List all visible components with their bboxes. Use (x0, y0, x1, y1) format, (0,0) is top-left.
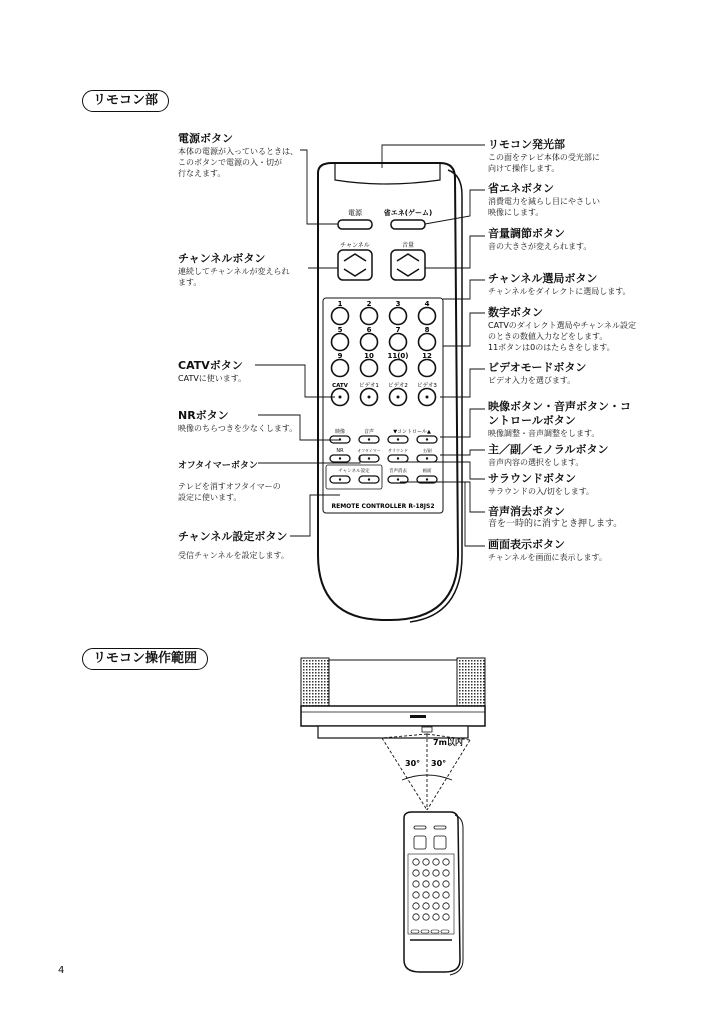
annotation-heading: チャンネルボタン (178, 252, 266, 265)
annotation-heading: 映像ボタン・音声ボタン・コ ントロールボタン (488, 400, 631, 427)
small-remote-button (423, 881, 429, 887)
small-remote-button (443, 870, 449, 876)
tv-set (301, 658, 485, 738)
annotation-desc: テレビを消すオフタイマーの 設定に使います。 (178, 482, 281, 502)
annotation-heading: リモコン発光部 (488, 138, 565, 151)
annotation-heading: 省エネボタン (488, 182, 554, 195)
small-remote-button (413, 914, 419, 920)
range-angle-right: 30° (431, 759, 447, 768)
digit-label: 1 (337, 300, 343, 308)
digit-label: 6 (366, 326, 372, 334)
volume-label: 音量 (401, 242, 415, 249)
small-remote-pill (421, 930, 429, 933)
small-remote-button (413, 859, 419, 865)
annotation-desc: CATVに使います。 (178, 374, 247, 383)
small-remote-button (443, 859, 449, 865)
annotation-desc: 本体の電源が入っているときは、 このボタンで電源の入・切が 行なえます。 (178, 147, 298, 178)
small-remote-button (423, 903, 429, 909)
annotation-desc: チャンネルをダイレクトに選局します。 (488, 287, 631, 296)
annotation-heading: 数字ボタン (488, 306, 543, 319)
digit-label: 10 (364, 352, 374, 360)
small-remote-button (423, 914, 429, 920)
annotation-heading: CATVボタン (178, 359, 243, 372)
small-remote-button (413, 892, 419, 898)
digit-label: 12 (422, 352, 432, 360)
digit-label: 2 (366, 300, 372, 308)
annotation-desc: 消費電力を減らし目にやさしい 映像にします。 (488, 197, 600, 217)
picture-label: 映像 (334, 429, 346, 435)
annotation-heading: チャンネル選局ボタン (488, 272, 598, 285)
digit-label: 7 (395, 326, 401, 334)
small-remote-pill (431, 930, 439, 933)
annotation-heading: 音量調節ボタン (488, 227, 565, 240)
range-angle-left: 30° (405, 759, 421, 768)
small-remote-button (433, 881, 439, 887)
annotation-desc: 音の大きさが変えられます。 (488, 242, 592, 251)
digit-label: 3 (395, 300, 401, 308)
power-label: 電源 (348, 209, 362, 217)
page-number: 4 (58, 965, 65, 976)
annotation-heading: 電源ボタン (178, 132, 233, 145)
section-title-range: リモコン操作範囲 (82, 648, 208, 670)
video-label: ビデオ1 (359, 383, 379, 389)
video-label: ビデオ2 (388, 383, 408, 389)
small-remote-button (423, 859, 429, 865)
nr-label: NR (336, 448, 344, 454)
small-remote (404, 812, 463, 975)
annotation-desc: 映像調整・音声調整をします。 (488, 429, 600, 438)
video-label: CATV (332, 383, 348, 389)
small-remote-button (433, 870, 439, 876)
video-label: ビデオ3 (417, 383, 437, 389)
digit-label: 11(0) (387, 352, 409, 360)
annotation-desc: 音声内容の選択をします。 (488, 458, 584, 467)
small-remote-button (413, 903, 419, 909)
main-sub-label: 主/副 (422, 448, 432, 453)
small-remote-button (433, 903, 439, 909)
channel-set-label: チャンネル設定 (338, 469, 370, 474)
digit-label: 8 (424, 326, 430, 334)
annotation-heading: オフタイマーボタン (178, 461, 258, 471)
small-remote-pill (441, 930, 449, 933)
sound-label: 音声 (363, 429, 375, 435)
digit-label: 4 (424, 300, 430, 308)
annotation-desc: CATVのダイレクト選局やチャンネル設定 のときの数値入力などをします。 11ボタンは0のはたらきをします。 (488, 321, 636, 352)
small-remote-button (413, 870, 419, 876)
annotation-desc: チャンネルを画面に表示します。 (488, 553, 607, 562)
small-remote-button (423, 892, 429, 898)
annotation-desc: 受信チャンネルを設定します。 (178, 551, 289, 560)
section-title-remote: リモコン部 (82, 90, 169, 112)
model-label: REMOTE CONTROLLER R-18JS2 (331, 503, 435, 510)
small-remote-button (443, 892, 449, 898)
small-remote-button (413, 881, 419, 887)
digit-label: 9 (337, 352, 343, 360)
mute-label: 音声消去 (389, 469, 407, 474)
annotation-heading: 主／副／モノラルボタン (488, 443, 609, 456)
annotation-heading: 画面表示ボタン (488, 538, 565, 551)
small-remote-button (423, 870, 429, 876)
small-remote-button (443, 903, 449, 909)
annotation-heading: チャンネル設定ボタン (178, 530, 288, 543)
small-remote-button (433, 859, 439, 865)
annotation-desc: ビデオ入力を選びます。 (488, 376, 576, 385)
digit-label: 5 (337, 326, 343, 334)
small-remote-button (443, 914, 449, 920)
surround-label: サラウンド (388, 448, 408, 453)
eco-label: 省エネ(ゲーム) (383, 209, 433, 217)
range-distance: 7m以内 (433, 738, 463, 747)
annotation-desc: この面をテレビ本体の受光部に 向けて操作します。 (488, 153, 600, 173)
off-timer-label: オフタイマー (357, 448, 381, 453)
small-remote-button (433, 914, 439, 920)
control-label: ▼コントロール▲ (393, 429, 431, 435)
small-remote-pill (411, 930, 419, 933)
annotation-desc: 映像のちらつきを少なくします。 (178, 424, 298, 433)
annotation-heading: 音声消去ボタン (488, 505, 565, 518)
display-label: 画面 (422, 469, 432, 474)
annotation-desc: 音を一時的に消すとき押します。 (488, 519, 623, 529)
annotation-desc: 連続してチャンネルが変えられ ます。 (178, 267, 290, 287)
annotation-heading: NRボタン (178, 409, 229, 422)
channel-label: チャンネル (340, 242, 370, 249)
small-remote-button (433, 892, 439, 898)
annotation-heading: サラウンドボタン (488, 472, 576, 485)
small-remote-button (443, 881, 449, 887)
annotation-heading: ビデオモードボタン (488, 361, 587, 374)
annotation-desc: サラウンドの入/切をします。 (488, 487, 595, 496)
